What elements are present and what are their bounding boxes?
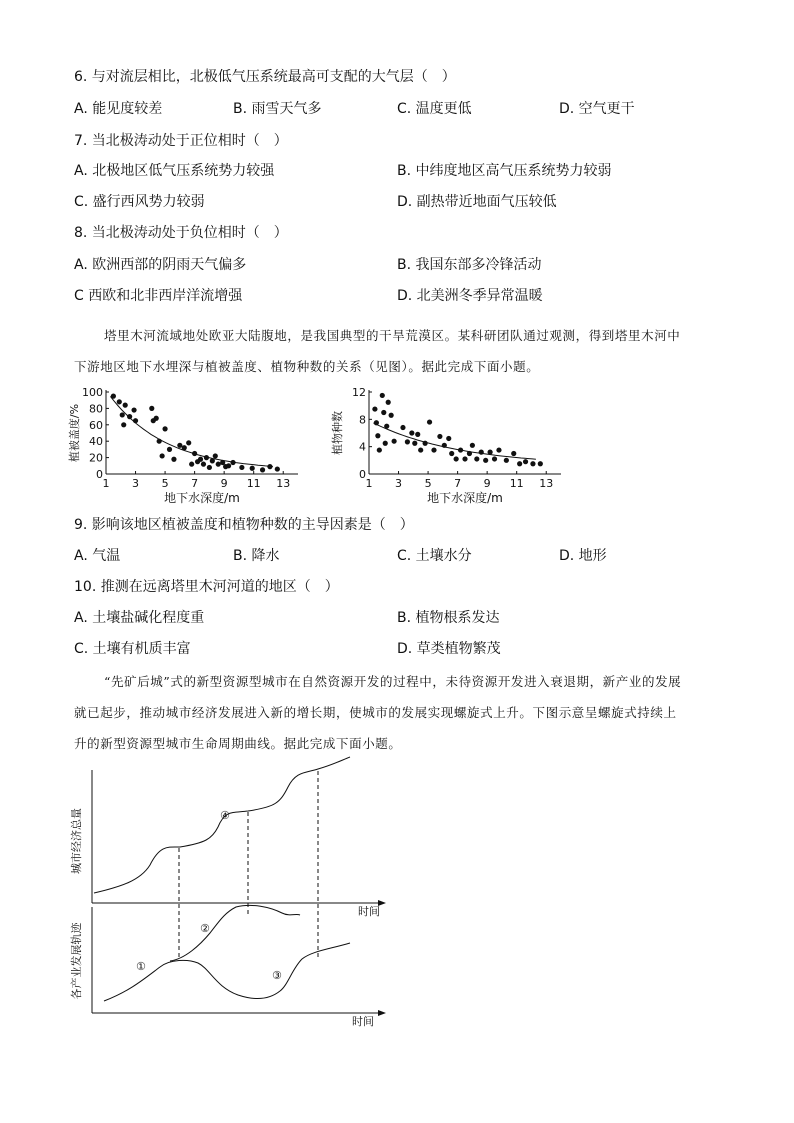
data-point	[454, 456, 459, 461]
x-tick-label: 1	[102, 477, 110, 490]
data-point	[423, 441, 428, 446]
data-point	[479, 450, 484, 455]
q7-option-a: A. 北极地区低气压系统势力较强	[74, 163, 275, 179]
data-point	[260, 467, 265, 472]
q9-option-d: D. 地形	[559, 548, 607, 564]
x-tick-label: 13	[539, 477, 554, 490]
y-tick-label: 0	[96, 468, 103, 481]
data-point	[437, 434, 442, 439]
y-tick-label: 12	[352, 386, 366, 399]
q7-option-c: C. 盛行西风势力较弱	[74, 194, 205, 210]
q10-option-c: C. 土壤有机质丰富	[74, 641, 191, 657]
data-point	[149, 406, 154, 411]
data-point	[386, 400, 391, 405]
data-point	[189, 462, 194, 467]
question-9-stem: 9. 影响该地区植被盖度和植物种数的主导因素是（ ）	[74, 517, 414, 533]
bottom-x-label: 时间	[352, 1015, 374, 1028]
data-point	[389, 413, 394, 418]
question-6-stem: 6. 与对流层相比，北极低气压系统最高可支配的大气层（ ）	[74, 69, 456, 85]
q8-option-d: D. 北美洲冬季异常温暖	[397, 288, 543, 304]
x-tick-label: 11	[509, 477, 524, 490]
data-point	[111, 394, 116, 399]
q7-option-d: D. 副热带近地面气压较低	[397, 194, 557, 210]
data-point	[384, 424, 389, 429]
y-tick-label: 4	[359, 440, 366, 454]
q8-option-a: A. 欧洲西部的阴雨天气偏多	[74, 257, 247, 273]
data-point	[383, 441, 388, 446]
q9-option-b: B. 降水	[233, 548, 280, 564]
x-tick-label: 5	[424, 477, 432, 490]
data-point	[201, 462, 206, 467]
question-10-stem: 10. 推测在远离塔里木河河道的地区（ ）	[74, 579, 339, 595]
data-point	[230, 460, 235, 465]
data-point	[467, 451, 472, 456]
data-point	[381, 410, 386, 415]
data-point	[177, 443, 182, 448]
data-point	[167, 447, 172, 452]
data-point	[216, 462, 221, 467]
question-8-stem: 8. 当北极涛动处于负位相时（ ）	[74, 225, 288, 241]
data-point	[250, 466, 255, 471]
marker-1: ①	[136, 960, 146, 973]
q6-option-c: C. 温度更低	[397, 101, 472, 117]
q6-option-d: D. 空气更干	[559, 101, 635, 117]
data-point	[504, 458, 509, 463]
passage-1-line-1: 塔里木河流域地处欧亚大陆腹地，是我国典型的干旱荒漠区。某科研团队通过观测，得到塔里木河中	[104, 328, 681, 343]
data-point	[239, 465, 244, 470]
marker-4: ④	[220, 809, 230, 822]
q6-option-b: B. 雨雪天气多	[233, 101, 322, 117]
data-point	[162, 426, 167, 431]
x-tick-label: 7	[454, 477, 462, 490]
data-point	[226, 463, 231, 468]
data-point	[496, 447, 501, 452]
data-point	[123, 403, 128, 408]
data-point	[171, 457, 176, 462]
data-point	[470, 443, 475, 448]
q9-option-c: C. 土壤水分	[397, 548, 472, 564]
y-tick-label: 8	[359, 413, 366, 427]
marker-3: ③	[272, 969, 282, 982]
top-y-label: 城市经济总量	[70, 808, 83, 874]
y-tick-label: 100	[82, 386, 103, 399]
x-tick-label: 7	[191, 477, 199, 490]
data-point	[409, 430, 414, 435]
data-point	[380, 393, 385, 398]
data-point	[474, 456, 479, 461]
x-tick-label: 9	[220, 477, 228, 490]
data-point	[375, 433, 380, 438]
bottom-x-arrow	[378, 1010, 386, 1016]
x-tick-label: 5	[161, 477, 169, 490]
data-point	[192, 451, 197, 456]
data-point	[431, 447, 436, 452]
data-point	[121, 422, 126, 427]
data-point	[207, 465, 212, 470]
q8-option-c: C 西欧和北非西岸洋流增强	[74, 288, 243, 304]
data-point	[374, 420, 379, 425]
x-tick-label: 3	[395, 477, 403, 490]
q10-option-d: D. 草类植物繁茂	[397, 641, 501, 657]
y-axis-label: 植被盖度/%	[68, 403, 81, 463]
q10-option-b: B. 植物根系发达	[397, 610, 500, 626]
question-7-stem: 7. 当北极涛动处于正位相时（ ）	[74, 133, 288, 149]
plant-species-chart	[325, 382, 575, 504]
y-tick-label: 60	[89, 418, 103, 432]
data-point	[488, 450, 493, 455]
data-point	[131, 407, 136, 412]
x-tick-label: 1	[365, 477, 373, 490]
y-tick-label: 80	[89, 402, 103, 416]
bottom-y-label: 各产业发展轨迹	[70, 922, 83, 1000]
data-point	[483, 458, 488, 463]
passage-2-line-2: 就已起步，推动城市经济发展进入新的增长期，使城市的发展实现螺旋式上升。下图示意呈螺旋式持续上	[74, 705, 677, 720]
x-tick-label: 11	[246, 477, 261, 490]
y-tick-label: 0	[359, 468, 366, 481]
q7-option-b: B. 中纬度地区高气压系统势力较弱	[397, 163, 612, 179]
chart-0-group	[67, 386, 298, 504]
data-point	[182, 445, 187, 450]
data-point	[275, 466, 280, 471]
data-point	[418, 447, 423, 452]
data-point	[458, 447, 463, 452]
data-point	[442, 443, 447, 448]
data-point	[133, 418, 138, 423]
data-point	[523, 459, 528, 464]
data-point	[400, 425, 405, 430]
data-point	[186, 440, 191, 445]
q6-option-a: A. 能见度较差	[74, 101, 163, 117]
passage-1-line-2: 下游地区地下水埋深与植被盖度、植物种数的关系（见图）。据此完成下面小题。	[74, 359, 540, 374]
data-point	[210, 458, 215, 463]
data-point	[127, 414, 132, 419]
data-point	[120, 412, 125, 417]
data-point	[198, 457, 203, 462]
data-point	[154, 416, 159, 421]
chart-1-group	[330, 386, 561, 504]
marker-2: ②	[200, 922, 210, 935]
data-point	[517, 461, 522, 466]
y-axis-label: 植物种数	[331, 411, 344, 455]
industry-2-curve	[170, 905, 300, 961]
x-tick-label: 9	[483, 477, 491, 490]
data-point	[377, 447, 382, 452]
data-point	[405, 439, 410, 444]
x-tick-label: 13	[276, 477, 291, 490]
q9-option-a: A. 气温	[74, 548, 121, 564]
data-point	[117, 399, 122, 404]
x-axis-label: 地下水深度/m	[427, 491, 503, 504]
trendline	[110, 396, 273, 466]
data-point	[213, 453, 218, 458]
economy-total-curve	[94, 757, 350, 893]
passage-2-line-1: “先矿后城”式的新型资源型城市在自然资源开发的过程中，未待资源开发进入衰退期，新产业的发展	[104, 674, 682, 689]
vegetation-coverage-chart	[62, 382, 312, 504]
city-lifecycle-diagram	[60, 755, 400, 1030]
data-point	[530, 461, 535, 466]
data-point	[427, 419, 432, 424]
data-point	[449, 451, 454, 456]
data-point	[511, 451, 516, 456]
y-tick-label: 40	[89, 435, 103, 449]
passage-2-line-3: 升的新型资源型城市生命周期曲线。据此完成下面小题。	[74, 736, 402, 751]
data-point	[392, 439, 397, 444]
data-point	[462, 456, 467, 461]
data-point	[446, 436, 451, 441]
q8-option-b: B. 我国东部多冷锋活动	[397, 257, 542, 273]
x-axis-label: 地下水深度/m	[164, 491, 240, 504]
data-point	[412, 441, 417, 446]
x-tick-label: 3	[132, 477, 140, 490]
y-tick-label: 20	[89, 451, 103, 465]
data-point	[492, 456, 497, 461]
data-point	[538, 461, 543, 466]
data-point	[204, 455, 209, 460]
data-point	[160, 453, 165, 458]
top-x-label: 时间	[358, 905, 380, 918]
data-point	[157, 439, 162, 444]
data-point	[372, 406, 377, 411]
data-point	[415, 432, 420, 437]
q10-option-a: A. 土壤盐碱化程度重	[74, 610, 205, 626]
data-point	[267, 464, 272, 469]
